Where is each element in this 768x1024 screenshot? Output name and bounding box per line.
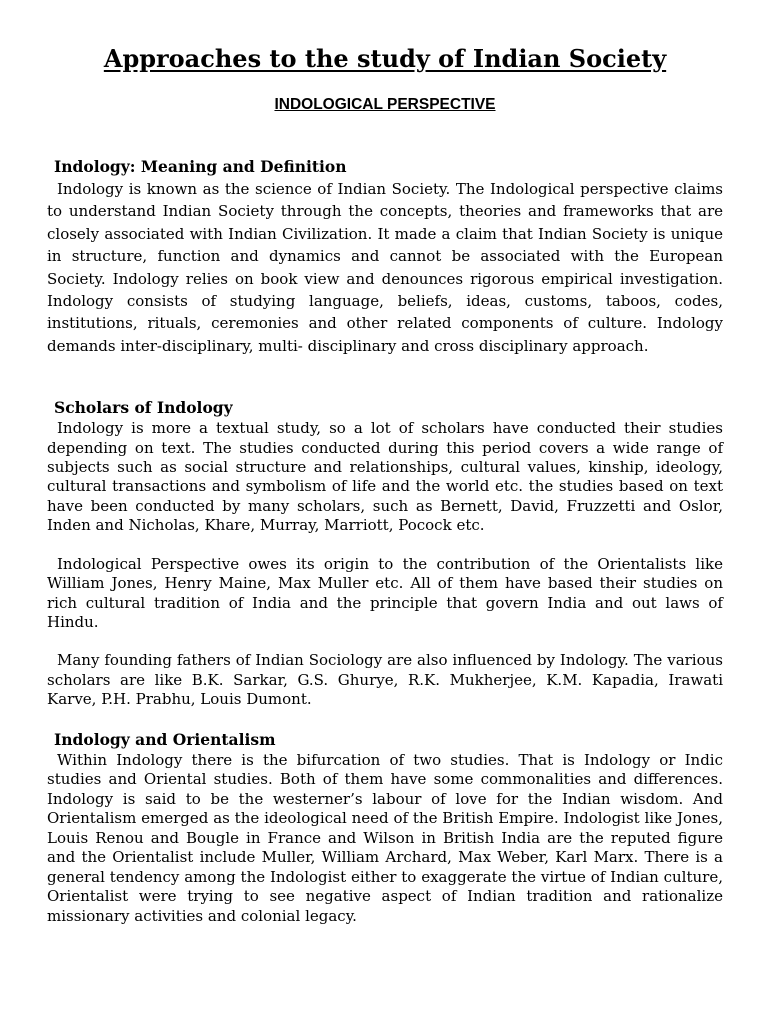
section-indology-orientalism [47,729,723,927]
document-subtitle: INDOLOGICAL PERSPECTIVE [274,96,496,113]
document-page [47,40,723,926]
section-heading: Indology and Orientalism [54,729,276,749]
paragraph: Many founding fathers of Indian Sociology are also influenced by Indology. The various scholars are like B.K. Sarkar, G.S. Ghurye, R.K. Mukherjee, K.M. Kapadia, Irawati Karve, P.H. Prabhu, Louis Dumont. [47,651,723,709]
paragraph: Within Indology there is the bifurcation of two studies. That is Indology or Indic studies and Oriental studies. Both of them have some commonalities and differences. Indology is said to be the westerner’s labour of love for the Indian wisdom. And Orientalism emerged as the ideological need of the British Empire. Indologist like Jones, Louis Renou and Bougle in France and Wilson in British India are the reputed figure and the Orientalist include Muller, William Archard, Max Weber, Karl Marx. There is a general tendency among the Indologist either to exaggerate the virtue of Indian culture, Orientalist were trying to see negative aspect of Indian tradition and rationalize missionary activities and colonial legacy. [47,750,723,925]
paragraph: Indology is known as the science of Indian Society. The Indological perspective claims to understand Indian Society through the concepts, theories and frameworks that are closely associated with Indian Civilization. It made a claim that Indian Society is unique in structure, function and dynamics and cannot be associated with the European Society. Indology relies on book view and denounces rigorous empirical investigation. Indology consists of studying language, beliefs, ideas, customs, taboos, codes, institutions, rituals, ceremonies and other related components of culture. Indology demands inter-disciplinary, multi- disciplinary and cross disciplinary approach. [47,180,723,355]
paragraph: Indological Perspective owes its origin to the contribution of the Orientalists like William Jones, Henry Maine, Max Muller etc. All of them have based their studies on rich cultural tradition of India and the principle that govern India and out laws of Hindu. [47,554,723,631]
section-meaning-definition [47,156,723,357]
paragraph-spacer [47,536,723,555]
section-heading: Indology: Meaning and Definition [54,157,347,176]
section-scholars [47,397,723,709]
paragraph: Indology is more a textual study, so a lot of scholars have conducted their studies depending on text. The studies conducted during this period covers a wide range of subjects such as social structure and relationships, cultural values, kinship, ideology, cultural transactions and symbolism of life and the world etc. the studies based on text have been conducted by many scholars, such as Bernett, David, Fruzzetti and Oslor, Inden and Nicholas, Khare, Murray, Marriott, Pocock etc. [47,419,723,535]
document-title: Approaches to the study of Indian Society [103,44,667,73]
paragraph-spacer [47,632,723,651]
section-heading: Scholars of Indology [54,398,233,418]
